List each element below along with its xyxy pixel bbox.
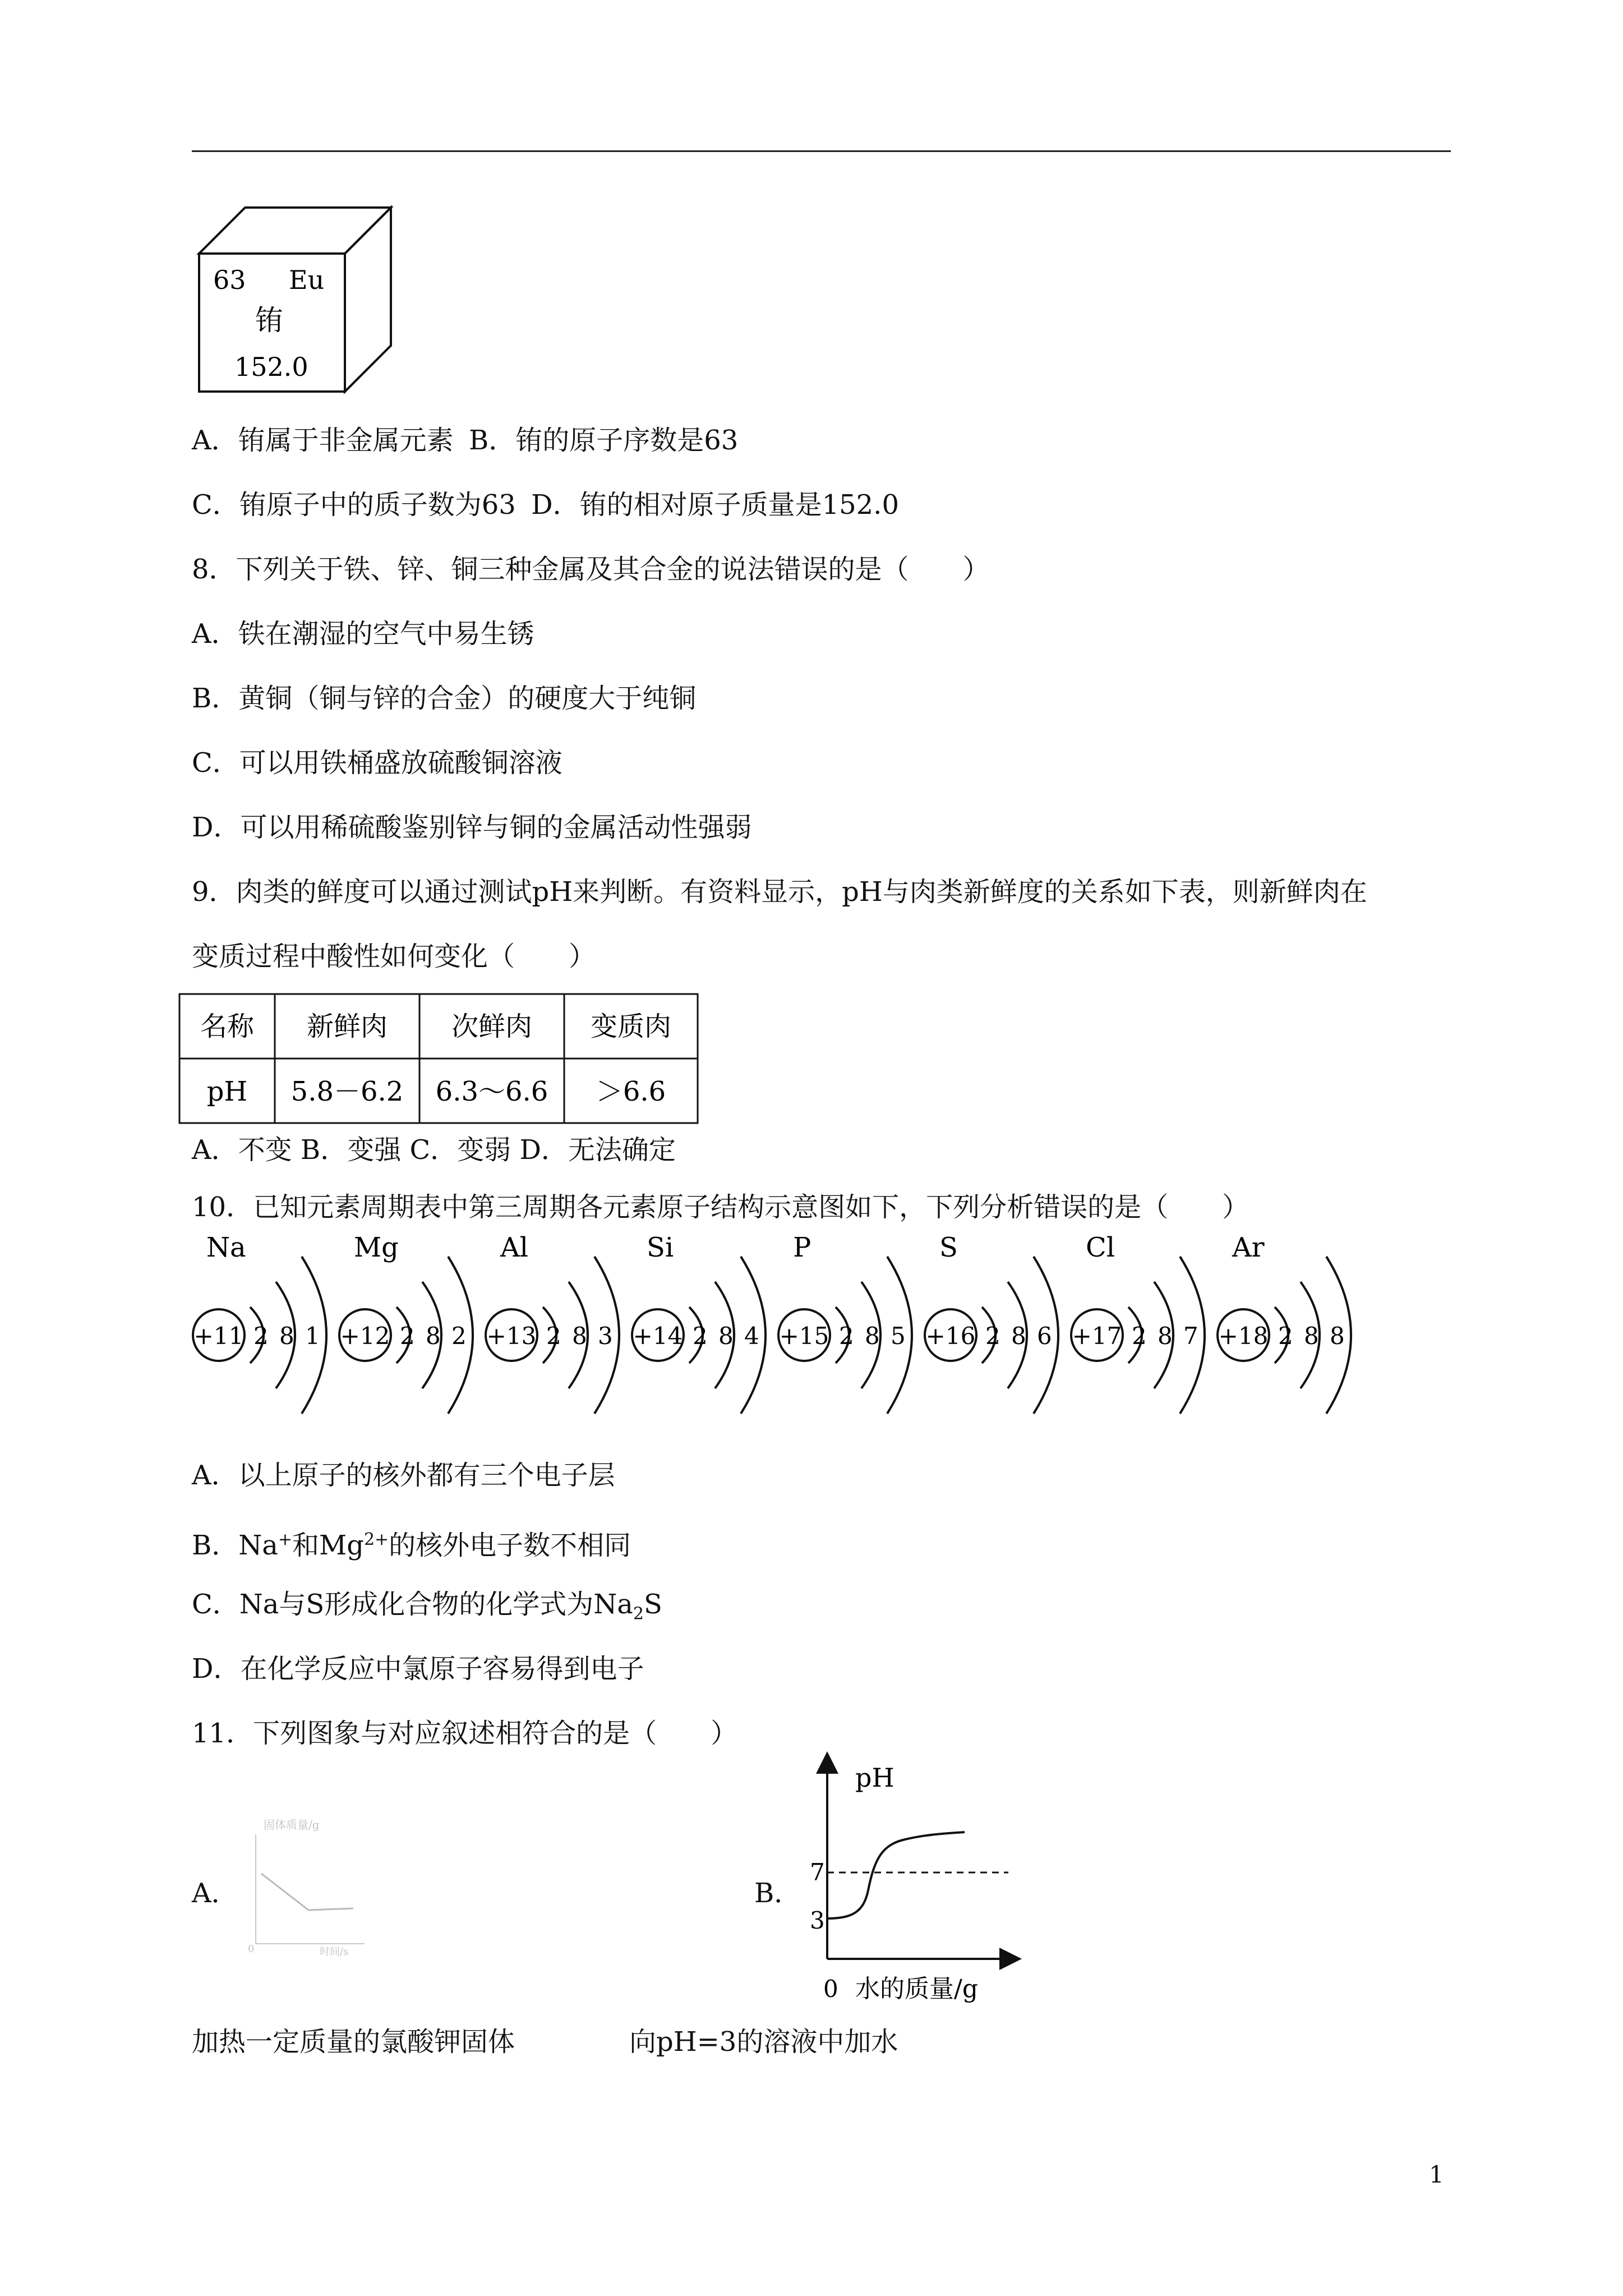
q7-option-b[interactable]: B．铕的原子序数是63: [468, 425, 739, 456]
q8-option-c[interactable]: C．可以用铁桶盛放硫酸铜溶液: [192, 747, 562, 779]
q9-ph-table: [178, 993, 700, 1125]
shell-electron-count: 3: [598, 1322, 613, 1350]
nucleus-charge: +12: [340, 1322, 390, 1350]
q10-option-a[interactable]: A．以上原子的核外都有三个电子层: [192, 1460, 615, 1491]
q9-options[interactable]: A．不变 B．变强 C．变弱 D．无法确定: [192, 1134, 676, 1166]
q10-option-c-pre: C．Na与S形成化合物的化学式为Na: [192, 1589, 633, 1620]
atom-symbol: Cl: [1086, 1232, 1115, 1263]
atom-na: [193, 1232, 326, 1414]
q11-graph-b: [796, 1750, 1032, 2014]
table-header-name: 名称: [200, 1011, 255, 1042]
shell-electron-count: 1: [305, 1322, 320, 1350]
q11-caption-b: 向pH=3的溶液中加水: [629, 2026, 898, 2058]
element-card: [191, 202, 398, 404]
header-rule: [192, 150, 1451, 152]
q7-options-row1: [192, 424, 738, 457]
graph-a-xlabel: 时间/s: [320, 1946, 349, 1958]
q10-option-d[interactable]: D．在化学反应中氯原子容易得到电子: [192, 1653, 644, 1685]
shell-electron-count: 2: [400, 1322, 415, 1350]
atom-s: [925, 1232, 1058, 1414]
atom-mg: [339, 1232, 473, 1414]
graph-b-tick-7: 7: [810, 1858, 825, 1886]
element-name: 铕: [255, 304, 283, 337]
table-cell-fresh-ph: 5.8－6.2: [291, 1076, 404, 1107]
element-symbol: Eu: [289, 265, 325, 295]
shell-electron-count: 8: [1304, 1322, 1319, 1350]
shell-electron-count: 2: [253, 1322, 269, 1350]
nucleus-charge: +15: [779, 1322, 829, 1350]
atom-cl: [1071, 1232, 1205, 1414]
atomic-structure-diagram: [191, 1223, 1380, 1425]
atom-si: [632, 1232, 766, 1414]
shell-electron-count: 8: [865, 1322, 880, 1350]
atom-p: [778, 1232, 912, 1414]
graph-b-origin: 0: [823, 1975, 838, 2003]
shell-electron-count: 2: [1278, 1322, 1293, 1350]
shell-electron-count: 8: [279, 1322, 294, 1350]
q11-label-a[interactable]: A．: [192, 1878, 238, 1909]
nucleus-charge: +13: [486, 1322, 537, 1350]
graph-a-line: [261, 1874, 353, 1910]
atom-symbol: S: [939, 1232, 958, 1263]
atom-ar: [1218, 1232, 1351, 1414]
nucleus-charge: +18: [1218, 1322, 1269, 1350]
shell-electron-count: 5: [891, 1322, 906, 1350]
shell-electron-count: 8: [426, 1322, 441, 1350]
table-header-fresh: 新鲜肉: [306, 1011, 388, 1042]
table-header-second-fresh: 次鲜肉: [451, 1011, 533, 1042]
q11-label-b[interactable]: B．: [754, 1878, 801, 1909]
q10-option-c-subscript: 2: [633, 1604, 644, 1624]
shell-electron-count: 7: [1183, 1322, 1198, 1350]
atom-al: [486, 1232, 619, 1414]
nucleus-charge: +17: [1072, 1322, 1122, 1350]
q10-stem: 10．已知元素周期表中第三周期各元素原子结构示意图如下，下列分析错误的是（ ）: [192, 1191, 1249, 1223]
graph-a-ylabel: 固体质量/g: [264, 1818, 320, 1832]
shell-electron-count: 8: [572, 1322, 587, 1350]
table-cell-second-fresh-ph: 6.3～6.6: [435, 1076, 548, 1107]
table-header-spoiled: 变质肉: [590, 1011, 672, 1042]
table-cell-ph-label: pH: [206, 1076, 248, 1107]
q10-option-c[interactable]: [192, 1588, 662, 1631]
q8-option-a[interactable]: A．铁在潮湿的空气中易生锈: [192, 618, 534, 650]
q8-option-d[interactable]: D．可以用稀硫酸鉴别锌与铜的金属活动性强弱: [192, 812, 752, 843]
q10-option-b[interactable]: [192, 1523, 631, 1562]
shell-electron-count: 2: [1132, 1322, 1147, 1350]
atom-symbol: P: [793, 1232, 811, 1263]
q10-option-b-charge2: 2+: [363, 1530, 389, 1549]
q11-caption-a: 加热一定质量的氯酸钾固体: [192, 2026, 515, 2058]
q11-graph-a: [241, 1812, 387, 1958]
q9-stem-line1: 9．肉类的鲜度可以通过测试pH来判断。有资料显示，pH与肉类新鲜度的关系如下表，则新鲜肉在: [192, 876, 1367, 908]
shell-electron-count: 8: [1011, 1322, 1026, 1350]
graph-b-tick-3: 3: [810, 1907, 825, 1934]
q8-option-b[interactable]: B．黄铜（铜与锌的合金）的硬度大于纯铜: [192, 683, 697, 714]
shell-electron-count: 2: [839, 1322, 854, 1350]
nucleus-charge: +14: [633, 1322, 683, 1350]
q7-option-a[interactable]: A．铕属于非金属元素: [192, 425, 454, 456]
shell-electron-count: 2: [693, 1322, 708, 1350]
q10-option-b-charge1: +: [278, 1530, 293, 1549]
shell-electron-count: 6: [1037, 1322, 1052, 1350]
atom-symbol: Na: [206, 1232, 246, 1263]
q11-stem: 11．下列图象与对应叙述相符合的是（ ）: [192, 1718, 738, 1749]
graph-a-origin: 0: [248, 1943, 255, 1955]
element-mass: 152.0: [234, 352, 308, 382]
q10-option-c-post: S: [643, 1589, 662, 1620]
shell-electron-count: 4: [744, 1322, 759, 1350]
graph-b-xlabel: 水的质量/g: [855, 1975, 978, 2003]
q9-stem-line2: 变质过程中酸性如何变化（ ）: [192, 941, 596, 972]
q10-option-b-mid: 和Mg: [292, 1530, 364, 1561]
q7-options-row2: [192, 488, 899, 522]
atom-symbol: Al: [500, 1232, 529, 1263]
table-cell-spoiled-ph: ＞6.6: [596, 1076, 666, 1107]
element-number: 63: [213, 265, 246, 295]
q7-option-c[interactable]: C．铕原子中的质子数为63: [192, 489, 516, 521]
graph-b-curve: [827, 1832, 965, 1918]
q10-option-b-pre: B．Na: [192, 1530, 278, 1561]
shell-electron-count: 2: [546, 1322, 561, 1350]
nucleus-charge: +11: [193, 1322, 244, 1350]
atom-symbol: Si: [647, 1232, 674, 1263]
page-number: 1: [1429, 2161, 1444, 2188]
q7-option-d[interactable]: D．铕的相对原子质量是152.0: [531, 489, 899, 521]
graph-b-ylabel: pH: [855, 1763, 895, 1793]
shell-electron-count: 8: [1330, 1322, 1345, 1350]
shell-electron-count: 8: [1158, 1322, 1173, 1350]
nucleus-charge: +16: [925, 1322, 976, 1350]
q8-stem: 8．下列关于铁、锌、铜三种金属及其合金的说法错误的是（ ）: [192, 554, 990, 585]
shell-electron-count: 2: [451, 1322, 467, 1350]
atom-symbol: Ar: [1232, 1232, 1265, 1263]
q10-option-b-post: 的核外电子数不相同: [389, 1530, 631, 1561]
shell-electron-count: 2: [985, 1322, 1000, 1350]
shell-electron-count: 8: [718, 1322, 734, 1350]
atom-symbol: Mg: [354, 1232, 399, 1263]
